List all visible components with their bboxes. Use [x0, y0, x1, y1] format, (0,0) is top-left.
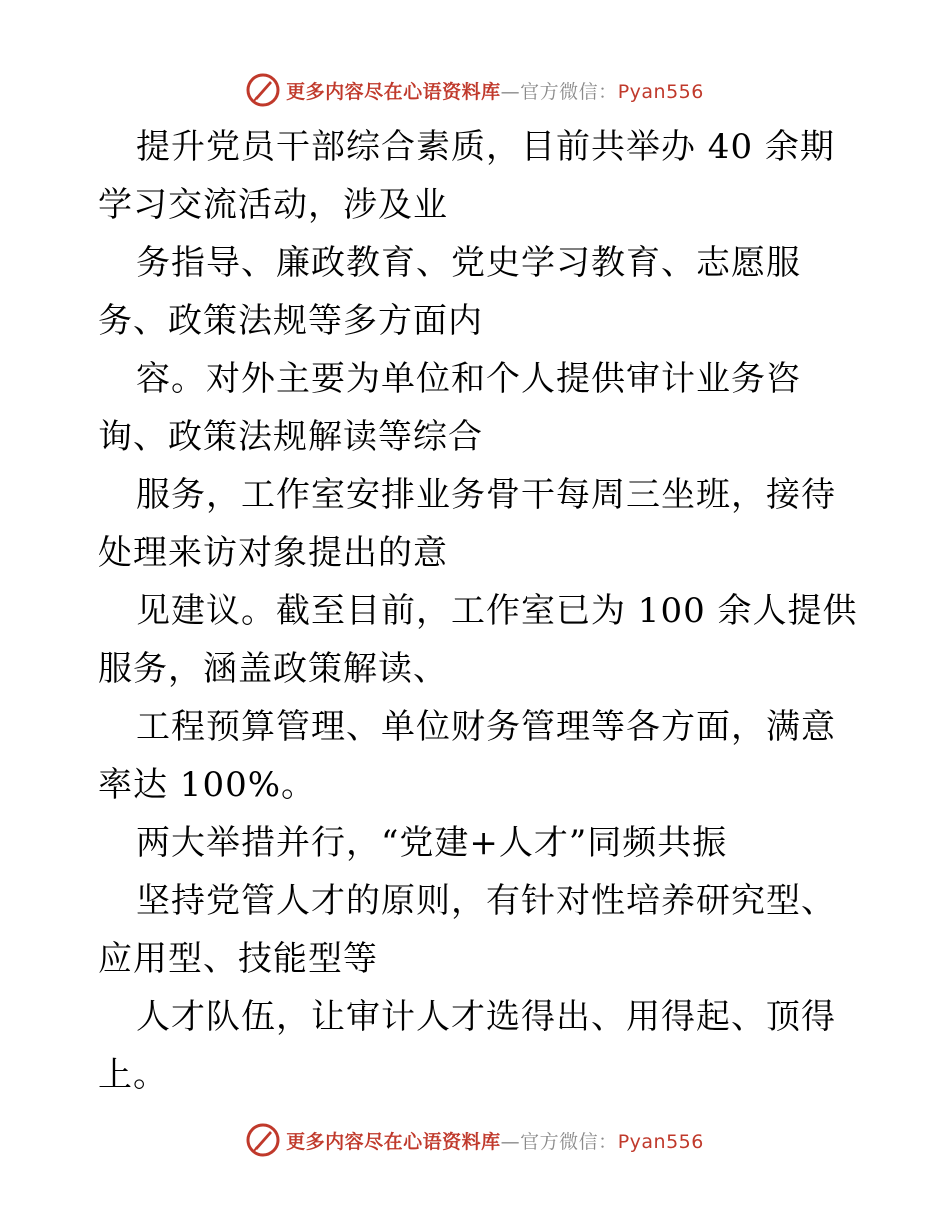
banner-wechat-id: Pyan556	[617, 1130, 704, 1153]
paragraph-9: 人才队伍，让审计人才选得出、用得起、顶得上。	[98, 997, 836, 1095]
paragraph-5: 见建议。截至目前，工作室已为 100 余人提供服务，涵盖政策解读、	[98, 591, 858, 689]
feather-pen-logo-icon	[246, 1123, 280, 1157]
document-body	[98, 118, 868, 1104]
paragraph-3: 容。对外主要为单位和个人提供审计业务咨询、政策法规解读等综合	[98, 359, 801, 457]
paragraph-6: 工程预算管理、单位财务管理等各方面，满意率达 100%。	[98, 707, 836, 805]
banner-main-text: 更多内容尽在心语资料库	[286, 80, 501, 103]
feather-pen-logo-icon	[246, 73, 280, 107]
banner-label: 官方微信：	[520, 80, 618, 103]
paragraph-4: 服务，工作室安排业务骨干每周三坐班，接待处理来访对象提出的意	[98, 475, 836, 573]
banner-main-text: 更多内容尽在心语资料库	[286, 1130, 501, 1153]
banner-dash: —	[500, 1130, 521, 1153]
banner-wechat-id: Pyan556	[617, 80, 704, 103]
footer-banner	[0, 1120, 950, 1160]
header-banner	[0, 70, 950, 110]
banner-dash: —	[500, 80, 521, 103]
paragraph-2: 务指导、廉政教育、党史学习教育、志愿服务、政策法规等多方面内	[98, 243, 801, 341]
paragraph-7-heading: 两大举措并行，“党建+人才”同频共振	[136, 823, 728, 863]
paragraph-8: 坚持党管人才的原则，有针对性培养研究型、应用型、技能型等	[98, 881, 836, 979]
paragraph-1: 提升党员干部综合素质，目前共举办 40 余期学习交流活动，涉及业	[98, 127, 835, 225]
banner-label: 官方微信：	[520, 1130, 618, 1153]
